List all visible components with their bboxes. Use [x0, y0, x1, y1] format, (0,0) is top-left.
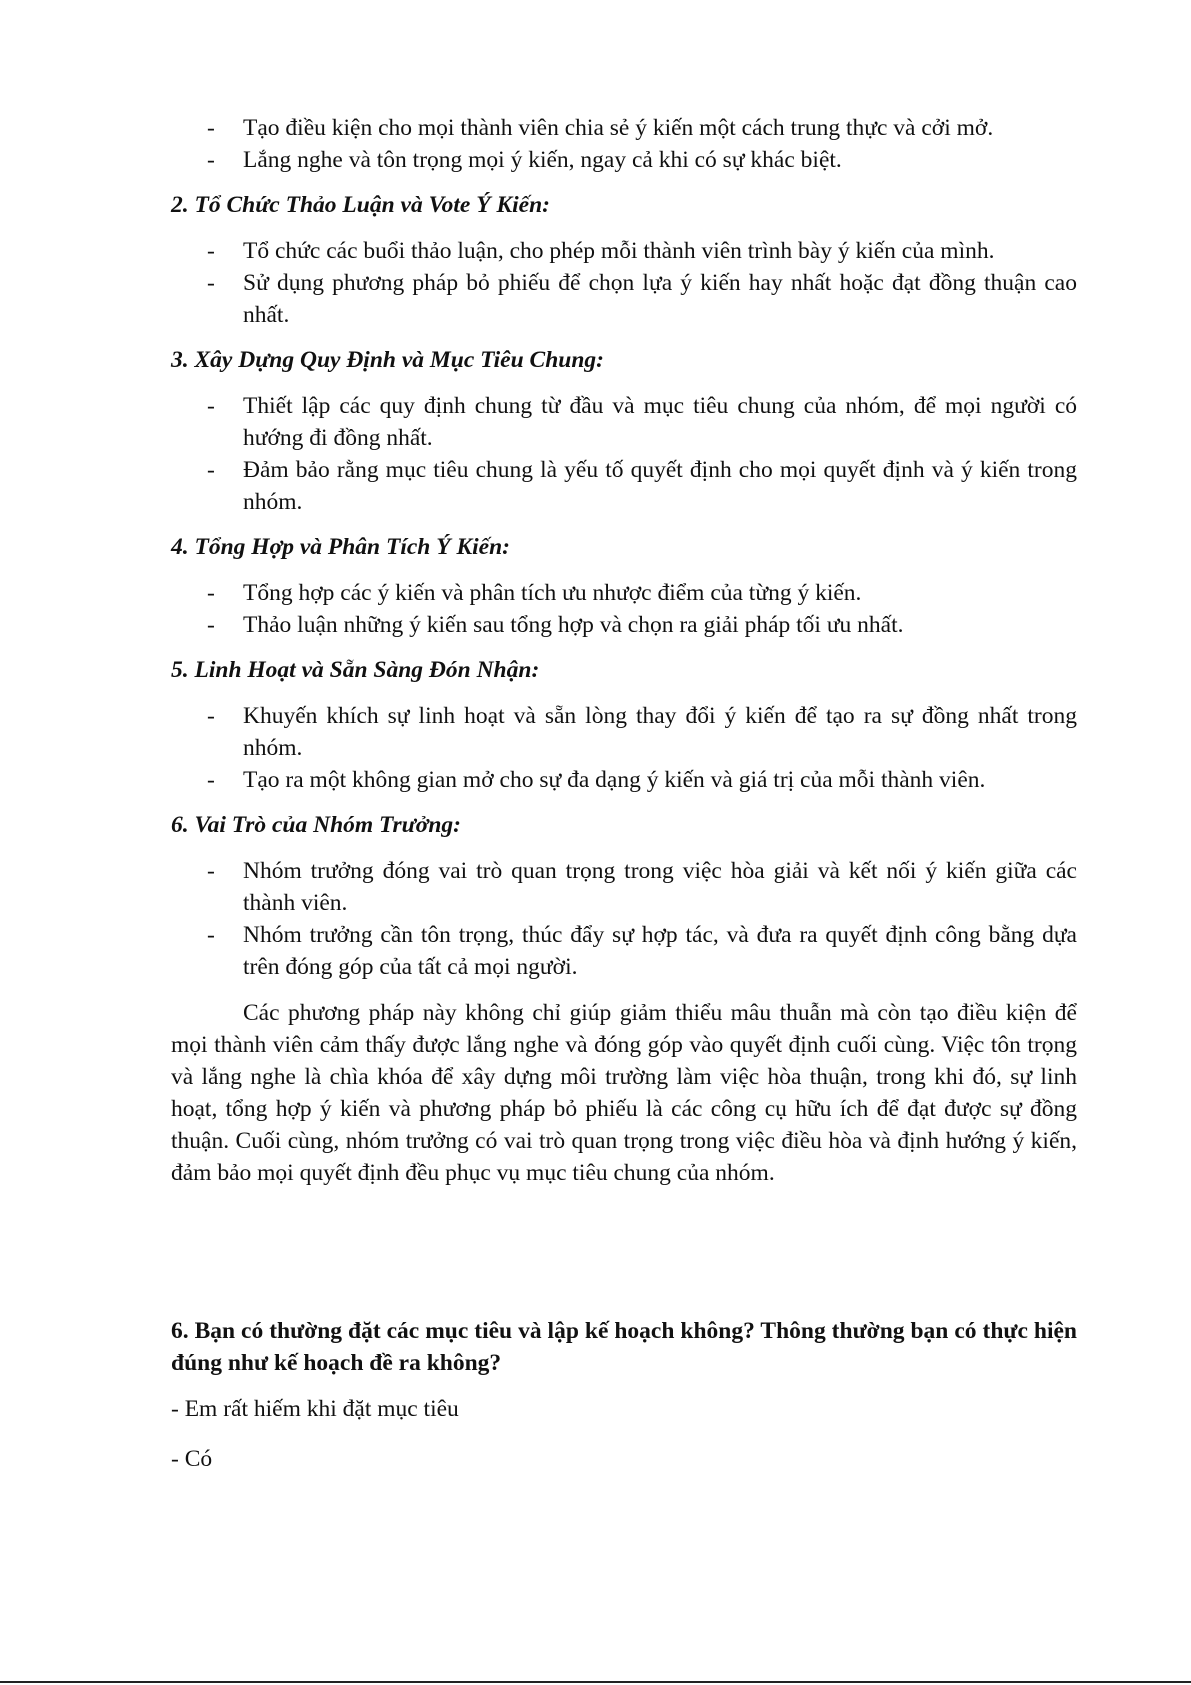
bullet-list [171, 390, 1077, 518]
document-body [171, 112, 1077, 1475]
bullet-list [171, 235, 1077, 331]
answer-line: - Em rất hiếm khi đặt mục tiêu [171, 1396, 459, 1422]
section-2 [171, 189, 1077, 331]
page-bottom-rule [0, 1681, 1191, 1683]
section-heading: 3. Xây Dựng Quy Định và Mục Tiêu Chung: [171, 347, 605, 373]
list-item: - Tạo ra một không gian mở cho sự đa dạng ý kiến và giá trị của mỗi thành viên. [243, 764, 1077, 796]
bullet-list [171, 700, 1077, 796]
list-item: - Nhóm trưởng đóng vai trò quan trọng trong việc hòa giải và kết nối ý kiến giữa các thành viên. [243, 855, 1077, 919]
list-item: - Nhóm trưởng cần tôn trọng, thúc đẩy sự hợp tác, và đưa ra quyết định công bằng dựa trên đóng góp của tất cả mọi người. [243, 919, 1077, 983]
section-3 [171, 344, 1077, 518]
list-item: - Tổng hợp các ý kiến và phân tích ưu nhược điểm của từng ý kiến. [243, 577, 1077, 609]
list-item: - Sử dụng phương pháp bỏ phiếu để chọn lựa ý kiến hay nhất hoặc đạt đồng thuận cao nhất. [243, 267, 1077, 331]
bullet-list [171, 577, 1077, 641]
conclusion-paragraph: Các phương pháp này không chỉ giúp giảm thiểu mâu thuẫn mà còn tạo điều kiện để mọi thành viên cảm thấy được lắng nghe và đóng góp vào quyết định cuối cùng. Việc tôn trọng và lắng nghe là chìa khóa để xây dựng môi trường làm việc hòa thuận, trong khi đó, sự linh hoạt, tổng hợp ý kiến và phương pháp bỏ phiếu là các công cụ hữu ích để đạt được sự đồng thuận. Cuối cùng, nhóm trưởng có vai trò quan trọng trong việc điều hòa và định hướng ý kiến, đảm bảo mọi quyết định đều phục vụ mục tiêu chung của nhóm. [171, 1000, 1077, 1186]
section-heading: 5. Linh Hoạt và Sẵn Sàng Đón Nhận: [171, 657, 540, 683]
bullet-list [171, 855, 1077, 983]
list-item: - Lắng nghe và tôn trọng mọi ý kiến, ngay cả khi có sự khác biệt. [243, 144, 1077, 176]
list-item: - Thảo luận những ý kiến sau tổng hợp và chọn ra giải pháp tối ưu nhất. [243, 609, 1077, 641]
list-item: - Tổ chức các buổi thảo luận, cho phép mỗi thành viên trình bày ý kiến của mình. [243, 235, 1077, 267]
section-heading: 4. Tổng Hợp và Phân Tích Ý Kiến: [171, 534, 511, 560]
section-6 [171, 809, 1077, 983]
list-item: - Thiết lập các quy định chung từ đầu và mục tiêu chung của nhóm, để mọi người có hướng đi đồng nhất. [243, 390, 1077, 454]
question-heading: 6. Bạn có thường đặt các mục tiêu và lập kế hoạch không? Thông thường bạn có thực hiện đúng như kế hoạch đề ra không? [171, 1318, 1077, 1376]
list-item: - Đảm bảo rằng mục tiêu chung là yếu tố quyết định cho mọi quyết định và ý kiến trong nhóm. [243, 454, 1077, 518]
section-heading: 6. Vai Trò của Nhóm Trưởng: [171, 812, 462, 838]
section-heading: 2. Tổ Chức Thảo Luận và Vote Ý Kiến: [171, 192, 550, 218]
section-5 [171, 654, 1077, 796]
section-4 [171, 531, 1077, 641]
list-item: - Khuyến khích sự linh hoạt và sẵn lòng thay đổi ý kiến để tạo ra sự đồng nhất trong nhóm. [243, 700, 1077, 764]
intro-bullet-list [171, 112, 1077, 176]
answer-line: - Có [171, 1446, 213, 1472]
list-item: - Tạo điều kiện cho mọi thành viên chia sẻ ý kiến một cách trung thực và cởi mở. [243, 112, 1077, 144]
